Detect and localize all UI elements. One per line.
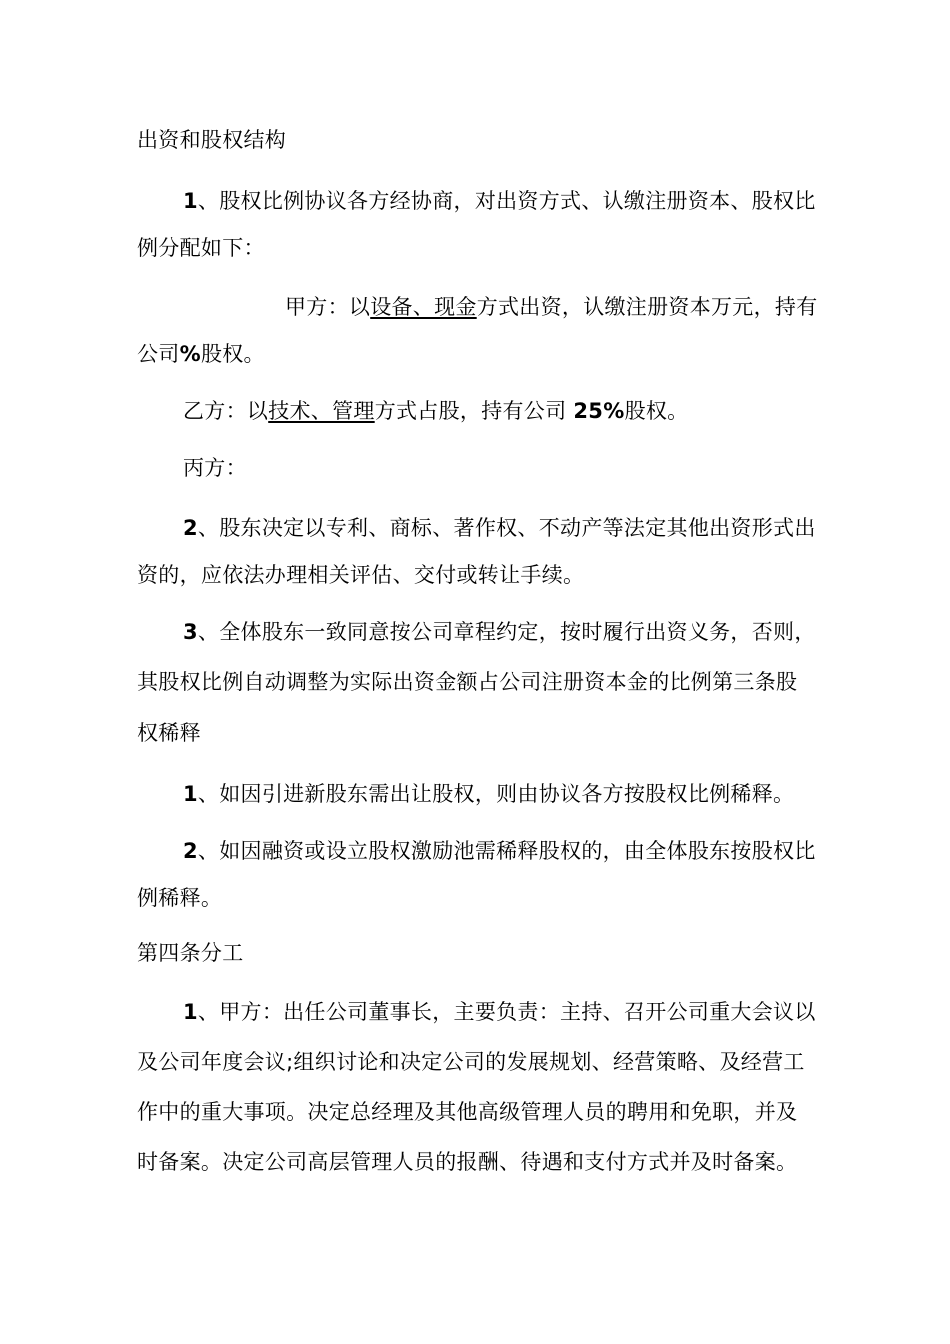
item-number: 2	[183, 516, 198, 540]
paragraph-1-line-1	[183, 186, 816, 216]
party-a-equity: 股权。	[200, 342, 265, 366]
party-a-line-2	[137, 339, 265, 369]
party-a-company: 公司	[137, 342, 180, 366]
paragraph-2-line-1	[183, 513, 816, 543]
party-a-suffix: 方式出资，认缴注册资本万元，持有	[476, 295, 818, 319]
dilution-2-line-2: 例稀释。	[137, 886, 223, 910]
party-a-contribution: 设备、现金	[370, 295, 477, 319]
paragraph-3-line-1	[183, 617, 816, 647]
dilution-1-line-1	[183, 779, 794, 809]
division-1-line-3: 作中的重大事项。决定总经理及其他高级管理人员的聘用和免职，并及	[137, 1100, 798, 1124]
paragraph-text: 、如因引进新股东需出让股权，则由协议各方按股权比例稀释。	[197, 782, 795, 806]
paragraph-3-line-3: 权稀释	[137, 721, 201, 745]
party-a-line-1	[285, 292, 818, 322]
party-b-contribution: 技术、管理	[268, 399, 375, 423]
party-b-line	[183, 396, 688, 426]
dilution-2-line-1	[183, 836, 816, 866]
party-a-prefix: 甲方：以	[285, 295, 371, 319]
paragraph-text: 、如因融资或设立股权激励池需稀释股权的，由全体股东按股权比	[197, 839, 816, 863]
section-heading-division: 第四条分工	[137, 941, 244, 965]
paragraph-text: 、全体股东一致同意按公司章程约定，按时履行出资义务，否则，	[197, 620, 816, 644]
paragraph-1-line-2: 例分配如下：	[137, 236, 265, 260]
item-number: 3	[183, 620, 198, 644]
item-number: 1	[183, 782, 198, 806]
division-1-line-2: 及公司年度会议;组织讨论和决定公司的发展规划、经营策略、及经营工	[137, 1050, 805, 1074]
division-1-line-4: 时备案。决定公司高层管理人员的报酬、待遇和支付方式并及时备案。	[137, 1150, 798, 1174]
paragraph-text: 、甲方：出任公司董事长，主要负责：主持、召开公司重大会议以	[197, 1000, 816, 1024]
party-c-line: 丙方：	[183, 456, 247, 480]
division-1-line-1	[183, 997, 816, 1027]
paragraph-text: 、股东决定以专利、商标、著作权、不动产等法定其他出资形式出	[197, 516, 816, 540]
party-a-percent: %	[179, 342, 201, 366]
paragraph-3-line-2: 其股权比例自动调整为实际出资金额占公司注册资本金的比例第三条股	[137, 670, 798, 694]
party-b-suffix: 股权。	[624, 399, 689, 423]
party-b-middle: 方式占股，持有公司	[374, 399, 574, 423]
party-b-prefix: 乙方：以	[183, 399, 269, 423]
section-heading-capital: 出资和股权结构	[137, 128, 287, 152]
paragraph-text: 、股权比例协议各方经协商，对出资方式、认缴注册资本、股权比	[197, 189, 816, 213]
item-number: 1	[183, 1000, 198, 1024]
paragraph-2-line-2: 资的，应依法办理相关评估、交付或转让手续。	[137, 563, 585, 587]
item-number: 2	[183, 839, 198, 863]
party-b-percent: 25%	[573, 399, 625, 423]
item-number: 1	[183, 189, 198, 213]
